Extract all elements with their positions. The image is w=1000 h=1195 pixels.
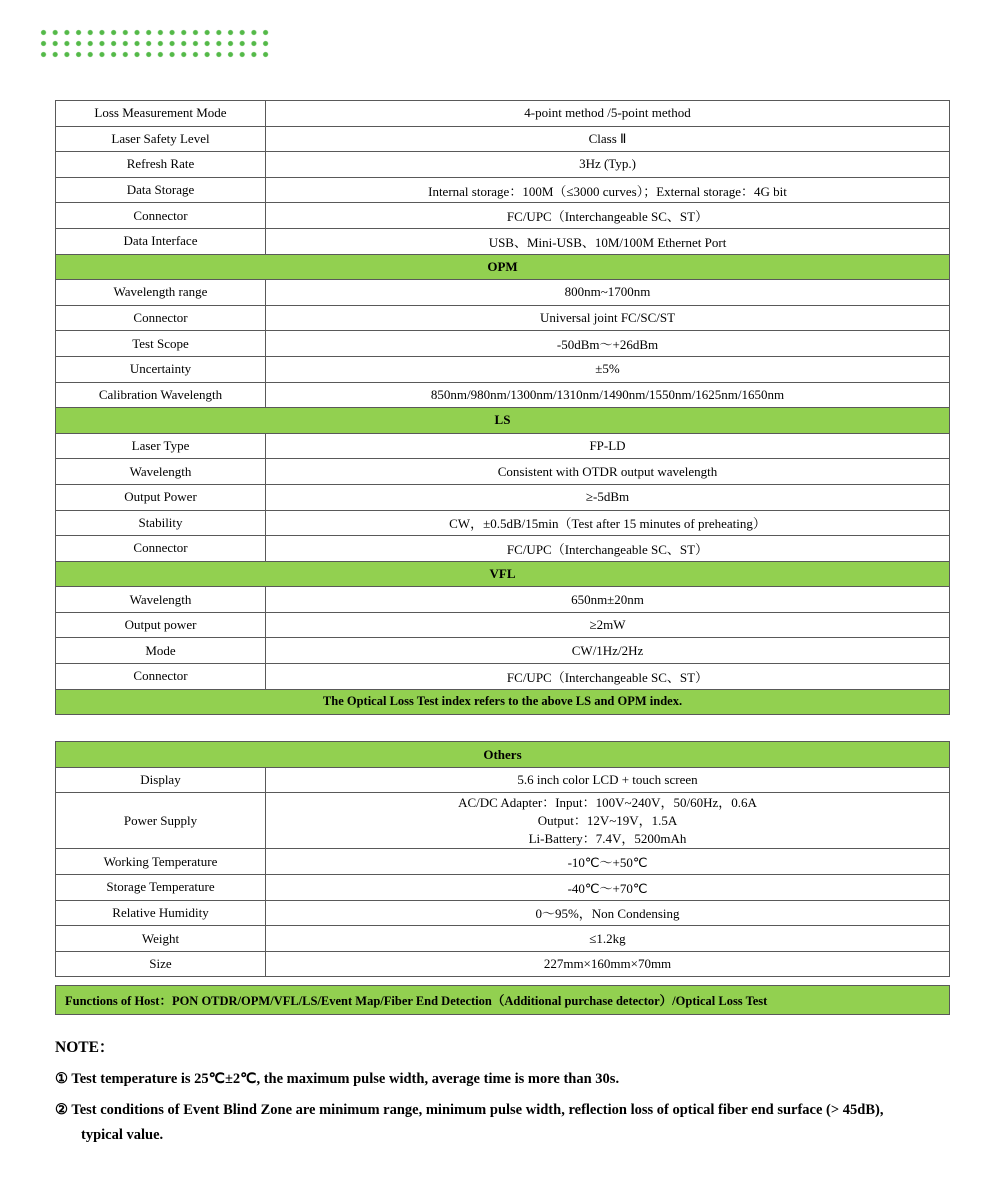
spec-value: ±5% xyxy=(595,361,620,377)
power-supply-value xyxy=(266,793,949,848)
table-row xyxy=(56,127,949,153)
spec-label: Working Temperature xyxy=(56,849,266,874)
spec-label: Stability xyxy=(56,511,266,536)
spec-value: Consistent with OTDR output wavelength xyxy=(497,463,718,479)
spec-label: Data Interface xyxy=(56,229,266,254)
spec-value: ≤1.2kg xyxy=(589,930,626,946)
table-row xyxy=(56,485,949,511)
section-header-opm: OPM xyxy=(56,255,949,281)
table-row xyxy=(56,357,949,383)
spec-table xyxy=(55,100,950,715)
spec-value: FC/UPC（Interchangeable SC、ST） xyxy=(506,209,709,225)
table-row xyxy=(56,901,949,927)
spec-label: Laser Safety Level xyxy=(56,127,266,152)
spec-value: ≥-5dBm xyxy=(585,489,630,505)
functions-of-host-row: Functions of Host：PON OTDR/OPM/VFL/LS/Event Map/Fiber End Detection（Additional purchase detector）/Optical Loss Test xyxy=(55,985,950,1015)
spec-label: Wavelength xyxy=(56,587,266,612)
table-row xyxy=(56,793,949,849)
optical-loss-note-row: The Optical Loss Test index refers to the above LS and OPM index. xyxy=(56,690,949,716)
spec-label: Output power xyxy=(56,613,266,638)
table-row xyxy=(56,952,949,978)
spec-value: ≥2mW xyxy=(589,617,626,633)
others-table xyxy=(55,741,950,977)
spec-label: Display xyxy=(56,768,266,793)
section-header-ls: LS xyxy=(56,408,949,434)
spec-label: Output Power xyxy=(56,485,266,510)
spec-value: -40℃～+70℃ xyxy=(567,880,648,896)
table-row xyxy=(56,875,949,901)
spec-label: Data Storage xyxy=(56,178,266,203)
spec-value: 4-point method /5-point method xyxy=(524,105,691,121)
table-row xyxy=(56,434,949,460)
spec-value: 5.6 inch color LCD + touch screen xyxy=(517,772,698,788)
power-supply-line: Li-Battery：7.4V，5200mAh xyxy=(528,830,687,846)
power-supply-line: AC/DC Adapter：Input：100V~240V，50/60Hz，0.6A xyxy=(458,794,757,810)
table-row xyxy=(56,511,949,537)
spec-value: FP-LD xyxy=(589,438,626,454)
table-row xyxy=(56,331,949,357)
spec-value: 650nm±20nm xyxy=(571,591,644,607)
table-row xyxy=(56,849,949,875)
table-row xyxy=(56,152,949,178)
spec-label: Storage Temperature xyxy=(56,875,266,900)
spec-label: Connector xyxy=(56,306,266,331)
spec-label: Loss Measurement Mode xyxy=(56,101,266,126)
dot-pattern-decoration xyxy=(40,29,273,62)
spec-value: 227mm×160mm×70mm xyxy=(543,956,672,972)
note-item-1: ① Test temperature is 25℃±2℃, the maximum pulse width, average time is more than 30s. xyxy=(55,1071,620,1088)
spec-label: Laser Type xyxy=(56,434,266,459)
table-row xyxy=(56,638,949,664)
section-header-others: Others xyxy=(56,742,949,768)
table-row xyxy=(56,613,949,639)
table-row xyxy=(56,306,949,332)
spec-label: Mode xyxy=(56,638,266,663)
spec-value: FC/UPC（Interchangeable SC、ST） xyxy=(506,669,709,685)
spec-label: Connector xyxy=(56,664,266,689)
table-row xyxy=(56,383,949,409)
spec-label: Connector xyxy=(56,203,266,228)
spec-value: 3Hz (Typ.) xyxy=(579,156,636,172)
spec-label: Size xyxy=(56,952,266,977)
spec-value: CW/1Hz/2Hz xyxy=(571,642,644,658)
spec-label: Calibration Wavelength xyxy=(56,383,266,408)
spec-value: FC/UPC（Interchangeable SC、ST） xyxy=(506,541,709,557)
spec-value: USB、Mini-USB、10M/100M Ethernet Port xyxy=(488,234,727,250)
table-row xyxy=(56,768,949,794)
spec-value: 850nm/980nm/1300nm/1310nm/1490nm/1550nm/1625nm/1650nm xyxy=(430,386,785,402)
spec-value: Internal storage：100M（≤3000 curves）；External storage：4G bit xyxy=(428,183,787,199)
spec-value: -10℃～+50℃ xyxy=(567,855,648,871)
spec-label: Connector xyxy=(56,536,266,561)
table-row xyxy=(56,926,949,952)
spec-value: -50dBm～+26dBm xyxy=(556,337,659,353)
table-row xyxy=(56,178,949,204)
table-row xyxy=(56,280,949,306)
section-header-vfl: VFL xyxy=(56,562,949,588)
spec-label: Weight xyxy=(56,926,266,951)
notes-section xyxy=(55,1035,900,1147)
table-row xyxy=(56,203,949,229)
power-supply-line: Output：12V~19V，1.5A xyxy=(537,812,678,828)
spec-label: Wavelength xyxy=(56,459,266,484)
spec-label: Test Scope xyxy=(56,331,266,356)
spec-value: 800nm~1700nm xyxy=(564,284,651,300)
spec-label: Uncertainty xyxy=(56,357,266,382)
note-title: NOTE： xyxy=(55,1039,115,1057)
spec-sheet xyxy=(55,100,950,1153)
table-row xyxy=(56,536,949,562)
spec-value: 0～95%，Non Condensing xyxy=(535,906,680,922)
table-row xyxy=(56,664,949,690)
table-row xyxy=(56,229,949,255)
spec-label: Relative Humidity xyxy=(56,901,266,926)
spec-value: Class Ⅱ xyxy=(588,130,627,146)
spec-label: Power Supply xyxy=(56,793,266,848)
spec-value: Universal joint FC/SC/ST xyxy=(539,310,676,326)
table-row xyxy=(56,101,949,127)
table-row xyxy=(56,587,949,613)
spec-value: CW，±0.5dB/15min（Test after 15 minutes of preheating） xyxy=(449,516,766,532)
table-row xyxy=(56,459,949,485)
spec-label: Refresh Rate xyxy=(56,152,266,177)
spec-label: Wavelength range xyxy=(56,280,266,305)
note-item-2: ② Test conditions of Event Blind Zone are minimum range, minimum pulse width, reflection loss of optical fiber end surface (> 45dB), typical value. xyxy=(55,1102,884,1143)
